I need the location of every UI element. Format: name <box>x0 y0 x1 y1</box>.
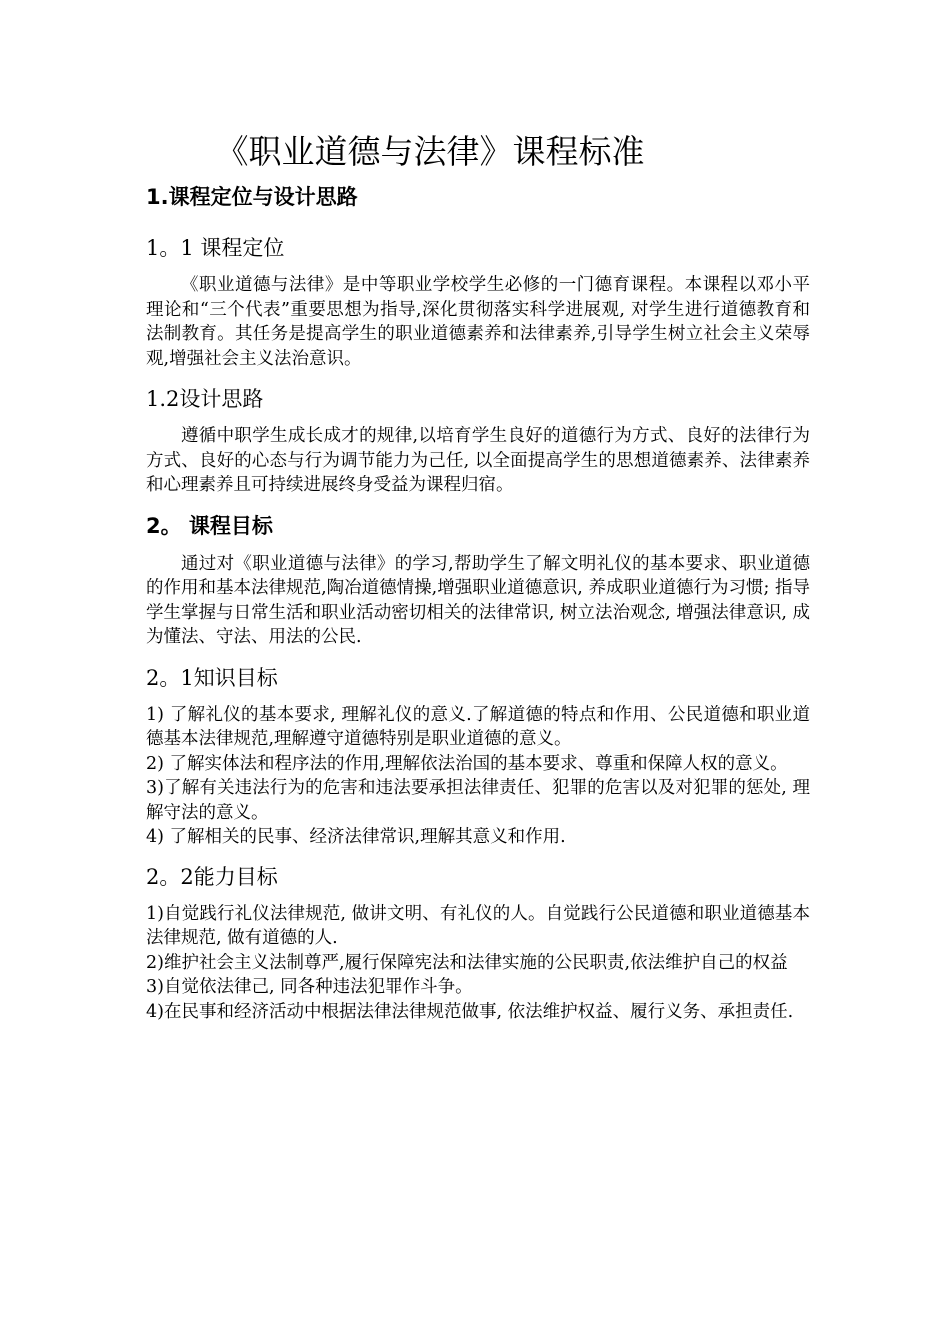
list-item: 3)自觉依法律己, 同各种违法犯罪作斗争。 <box>146 977 473 997</box>
subsection-heading-2-2: 2。2能力目标 <box>146 864 278 889</box>
document-title: 《职业道德与法律》课程标准 <box>215 132 645 171</box>
list-item: 1) 了解礼仪的基本要求, 理解礼仪的意义.了解道德的特点和作用、公民道德和职业道德基本法律规范,理解遵守道德特别是职业道德的意义。 <box>146 704 810 749</box>
section-heading-1: 1.课程定位与设计思路 <box>146 185 358 209</box>
list-item: 3)了解有关违法行为的危害和违法要承担法律责任、犯罪的危害以及对犯罪的惩处, 理解守法的意义。 <box>146 778 810 823</box>
list-item: 4) 了解相关的民事、经济法律常识,理解其意义和作用. <box>146 827 566 847</box>
paragraph-design-idea: 遵循中职学生成长成才的规律,以培育学生良好的道德行为方式、良好的法律行为方式、良好的心态与行为调节能力为己任, 以全面提高学生的思想道德素养、法律素养和心理素养且可持续进展终身受益为课程归宿。 <box>146 426 810 495</box>
list-item: 1)自觉践行礼仪法律规范, 做讲文明、有礼仪的人。自觉践行公民道德和职业道德基本法律规范, 做有道德的人. <box>146 903 810 948</box>
ability-goals-list <box>146 902 810 1025</box>
list-item: 2)维护社会主义法制尊严,履行保障宪法和法律实施的公民职责,依法维护自己的权益 <box>146 952 788 973</box>
paragraph-course-positioning: 《职业道德与法律》是中等职业学校学生必修的一门德育课程。本课程以邓小平理论和“三个代表”重要思想为指导,深化贯彻落实科学进展观, 对学生进行道德教育和法制教育。其任务是提高学生的职业道德素养和法律素养,引导学生树立社会主义荣辱观,增强社会主义法治意识。 <box>146 275 810 369</box>
subsection-heading-1-1: 1。1 课程定位 <box>146 236 285 260</box>
list-item: 4)在民事和经济活动中根据法律法律规范做事, 依法维护权益、履行义务、承担责任. <box>146 1001 794 1022</box>
document-body <box>146 180 810 1024</box>
list-item: 2) 了解实体法和程序法的作用,理解依法治国的基本要求、尊重和保障人权的意义。 <box>146 753 788 774</box>
section-heading-2: 2。 课程目标 <box>146 513 273 538</box>
knowledge-goals-list <box>146 703 810 850</box>
subsection-heading-1-2: 1.2设计思路 <box>146 387 264 411</box>
subsection-heading-2-1: 2。1知识目标 <box>146 665 278 690</box>
paragraph-course-goals: 通过对《职业道德与法律》的学习,帮助学生了解文明礼仪的基本要求、职业道德的作用和基本法律规范,陶冶道德情操,增强职业道德意识, 养成职业道德行为习惯; 指导学生掌握与日常生活和职业活动密切相关的法律常识, 树立法治观念, 增强法律意识, 成为懂法、守法、用法的公民. <box>146 553 810 647</box>
